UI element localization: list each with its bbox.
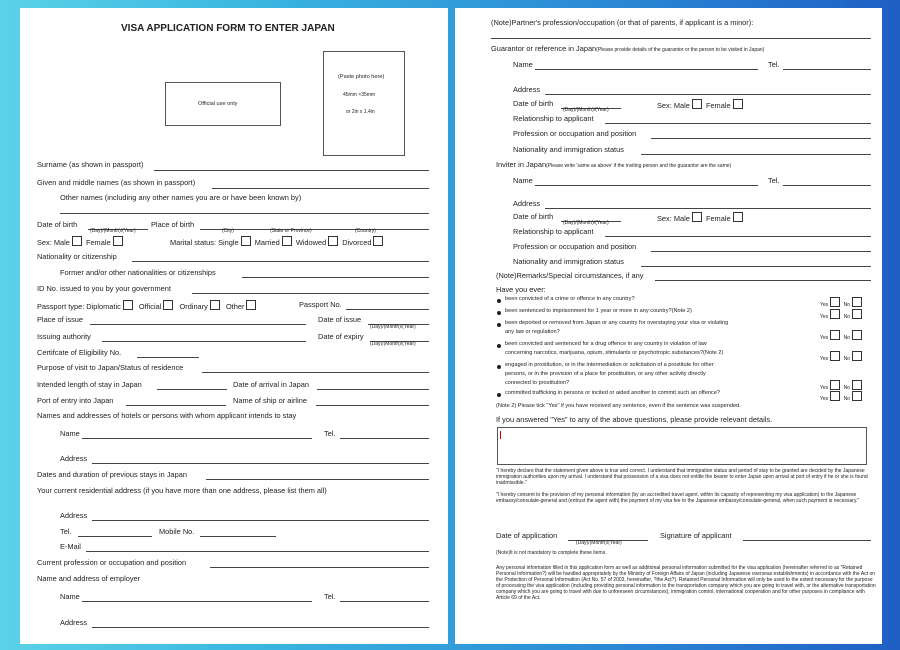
q3-text-1: been deported or removed from Japan or any country for overstaying your visa or violating bbox=[505, 320, 729, 326]
q4-bullet bbox=[497, 344, 501, 348]
issuing-authority-label: Issuing authority bbox=[37, 332, 91, 341]
date-issue-label: Date of issue bbox=[318, 315, 362, 324]
guarantor-relationship-field[interactable] bbox=[605, 123, 871, 124]
q3-no-checkbox[interactable] bbox=[852, 330, 862, 340]
passport-no-field[interactable] bbox=[346, 309, 429, 310]
guarantor-name-field[interactable] bbox=[535, 69, 758, 70]
nationality-field[interactable] bbox=[132, 261, 429, 262]
guarantor-male-checkbox[interactable] bbox=[692, 99, 702, 109]
q3-options bbox=[820, 330, 864, 341]
hotel-name-label: Name bbox=[60, 429, 80, 438]
guarantor-female-label: Female bbox=[705, 101, 731, 110]
q1-yes-label: Yes bbox=[820, 302, 829, 308]
residential-tel-field[interactable] bbox=[78, 536, 152, 537]
text-cursor bbox=[500, 431, 501, 439]
q2-options bbox=[820, 309, 864, 320]
inviter-dob-hint: (Day)/(Month)/(Year) bbox=[563, 220, 609, 226]
q1-text: been convicted of a crime or offence in any country? bbox=[505, 296, 635, 302]
official-checkbox[interactable] bbox=[163, 300, 173, 310]
date-application-label: Date of application bbox=[496, 531, 558, 540]
q6-yes-checkbox[interactable] bbox=[830, 391, 840, 401]
photo-label: (Paste photo here) bbox=[338, 74, 385, 80]
note-mandatory: (Note)It is not mandatory to complete these items. bbox=[496, 550, 607, 556]
hotel-name-field[interactable] bbox=[82, 438, 312, 439]
guarantor-note: (Please provide details of the guarantor or the person to be visited in Japan) bbox=[596, 47, 765, 53]
q2-no-label: No bbox=[843, 314, 850, 320]
place-issue-label: Place of issue bbox=[37, 315, 84, 324]
have-you-label: Have you ever: bbox=[496, 285, 546, 294]
former-nationality-label: Former and/or other nationalities or citizenships bbox=[60, 268, 216, 277]
passport-type-row bbox=[37, 300, 258, 311]
guarantor-profession-field[interactable] bbox=[651, 138, 871, 139]
q6-text: committed trafficking in persons or incited or aided another to commit such an offence? bbox=[505, 390, 720, 396]
purpose-field[interactable] bbox=[202, 372, 429, 373]
port-entry-label: Port of entry into Japan bbox=[37, 396, 114, 405]
note2-text: (Note 2) Please tick "Yes" if you have received any sentence, even if the sentence was suspended. bbox=[496, 403, 741, 409]
ship-airline-field[interactable] bbox=[316, 405, 429, 406]
inviter-nat-field[interactable] bbox=[641, 266, 871, 267]
q2-yes-label: Yes bbox=[820, 314, 829, 320]
hotels-label: Names and addresses of hotels or persons with whom applicant intends to stay bbox=[37, 411, 297, 420]
divorced-label: Divorced bbox=[342, 238, 372, 247]
male-checkbox[interactable] bbox=[72, 236, 82, 246]
inviter-relationship-field[interactable] bbox=[605, 236, 871, 237]
guarantor-sex-row bbox=[657, 99, 745, 110]
inviter-female-label: Female bbox=[705, 214, 731, 223]
photo-size-mm: 45mm ×35mm bbox=[343, 92, 376, 98]
inviter-note: (Please write 'same as above' if the inviting person and the guarantor are the same) bbox=[546, 163, 732, 169]
ordinary-checkbox[interactable] bbox=[210, 300, 220, 310]
female-checkbox[interactable] bbox=[113, 236, 123, 246]
hotel-tel-label: Tel. bbox=[324, 429, 336, 438]
id-no-field[interactable] bbox=[192, 293, 429, 294]
q1-yes-checkbox[interactable] bbox=[830, 297, 840, 307]
profession-field[interactable] bbox=[210, 567, 429, 568]
q6-no-checkbox[interactable] bbox=[852, 391, 862, 401]
q1-no-label: No bbox=[843, 302, 850, 308]
q2-yes-checkbox[interactable] bbox=[830, 309, 840, 319]
place-issue-field[interactable] bbox=[90, 324, 306, 325]
form-title: VISA APPLICATION FORM TO ENTER JAPAN bbox=[121, 23, 335, 34]
other-label: Other bbox=[225, 302, 245, 311]
marital-row bbox=[170, 236, 385, 247]
q2-no-checkbox[interactable] bbox=[852, 309, 862, 319]
q4-no-checkbox[interactable] bbox=[852, 351, 862, 361]
inviter-address-field[interactable] bbox=[545, 208, 871, 209]
length-stay-field[interactable] bbox=[157, 389, 227, 390]
hotel-tel-field[interactable] bbox=[340, 438, 429, 439]
q6-bullet bbox=[497, 393, 501, 397]
q3-bullet bbox=[497, 323, 501, 327]
form-page-1 bbox=[20, 8, 448, 644]
pob-state-hint: (State or Province) bbox=[270, 228, 312, 234]
ordinary-label: Ordinary bbox=[179, 302, 208, 311]
port-entry-field[interactable] bbox=[126, 405, 226, 406]
hotel-address-field[interactable] bbox=[92, 463, 429, 464]
inviter-profession-label: Profession or occupation and position bbox=[513, 242, 637, 251]
form-page-2 bbox=[455, 8, 882, 644]
inviter-tel-label: Tel. bbox=[768, 176, 780, 185]
employer-tel-label: Tel. bbox=[324, 592, 336, 601]
official-use-label: Official use only bbox=[198, 101, 238, 107]
divorced-checkbox[interactable] bbox=[373, 236, 383, 246]
q5-text-2: persons, or in the provision of a place for prostitution, or any other activity directly bbox=[505, 371, 706, 377]
pob-country-hint: (Country) bbox=[355, 228, 376, 234]
partner-label: (Note)Partner's profession/occupation (or that of parents, if applicant is a minor): bbox=[491, 18, 754, 27]
guarantor-label: Guarantor or reference in Japan bbox=[491, 44, 597, 53]
q4-yes-checkbox[interactable] bbox=[830, 351, 840, 361]
guarantor-section bbox=[491, 44, 764, 53]
cert-eligibility-label: Certifcate of Eligibility No. bbox=[37, 348, 122, 357]
guarantor-dob-label: Date of birth bbox=[513, 99, 554, 108]
q5-no-label: No bbox=[843, 385, 850, 391]
inviter-male-label: Sex: Male bbox=[657, 214, 690, 223]
sex-male-label: Sex: Male bbox=[37, 238, 70, 247]
mobile-label: Mobile No. bbox=[159, 527, 195, 536]
q3-yes-label: Yes bbox=[820, 335, 829, 341]
q5-bullet bbox=[497, 365, 501, 369]
declaration-1: "I hereby declare that the statement given above is true and correct. I understand that immigration status and period of stay to be granted are decided by the Japanese immigration authorities upon my arrival. I understand that possession of a visa does not entitle the bearer to enter Japan upon arrival at port of entry if he or she is found inadmissible." bbox=[496, 468, 868, 486]
guarantor-nat-field[interactable] bbox=[641, 154, 871, 155]
marital-label: Marital status: bbox=[170, 238, 217, 247]
married-label: Married bbox=[254, 238, 280, 247]
inviter-male-checkbox[interactable] bbox=[692, 212, 702, 222]
surname-label: Surname (as shown in passport) bbox=[37, 160, 144, 169]
photo-size-in: or 2in x 1.4in bbox=[346, 109, 375, 115]
issuing-authority-field[interactable] bbox=[102, 341, 306, 342]
dob-label: Date of birth bbox=[37, 220, 78, 229]
q3-no-label: No bbox=[843, 335, 850, 341]
prev-stays-field[interactable] bbox=[206, 479, 429, 480]
q5-text-3: connected to prostitution? bbox=[505, 380, 570, 386]
declaration-2: "I hereby consent to the provision of my personal information (by an accredited travel agent, within its capacity of representing my visa application) to the Japanese embassy/consulate-general and (entrust the agent with) the payment of my visa fee to the Japanese embassy/consulate-general, when such payment is necessary." bbox=[496, 492, 860, 504]
inviter-name-field[interactable] bbox=[535, 185, 758, 186]
inviter-nat-label: Nationality and immigration status bbox=[513, 257, 624, 266]
purpose-label: Purpose of visit to Japan/Status of residence bbox=[37, 363, 184, 372]
inviter-label: Inviter in Japan bbox=[496, 160, 547, 169]
sex-row bbox=[37, 236, 125, 247]
employer-name-label: Name bbox=[60, 592, 80, 601]
id-no-label: ID No. issued to you by your government bbox=[37, 284, 171, 293]
prev-stays-label: Dates and duration of previous stays in Japan bbox=[37, 470, 187, 479]
guarantor-address-field[interactable] bbox=[545, 94, 871, 95]
widowed-checkbox[interactable] bbox=[328, 236, 338, 246]
q4-text-1: been convicted and sentenced for a drug offence in any country in violation of law bbox=[505, 341, 707, 347]
guarantor-name-label: Name bbox=[513, 60, 533, 69]
employer-label: Name and address of employer bbox=[37, 574, 141, 583]
inviter-address-label: Address bbox=[513, 199, 541, 208]
q3-yes-checkbox[interactable] bbox=[830, 330, 840, 340]
other-names-field[interactable] bbox=[60, 213, 429, 214]
given-names-label: Given and middle names (as shown in passport) bbox=[37, 178, 196, 187]
q4-no-label: No bbox=[843, 356, 850, 362]
q1-options bbox=[820, 297, 864, 308]
q1-bullet bbox=[497, 299, 501, 303]
hotel-address-label: Address bbox=[60, 454, 88, 463]
residential-address-label: Address bbox=[60, 511, 88, 520]
length-stay-label: Intended length of stay in Japan bbox=[37, 380, 142, 389]
date-arrival-field[interactable] bbox=[317, 389, 429, 390]
pob-city-hint: (City) bbox=[222, 228, 234, 234]
profession-label: Current profession or occupation and position bbox=[37, 558, 187, 567]
employer-address-label: Address bbox=[60, 618, 88, 627]
inviter-sex-row bbox=[657, 212, 745, 223]
email-label: E-Mail bbox=[60, 542, 81, 551]
guarantor-relationship-label: Relationship to applicant bbox=[513, 114, 594, 123]
employer-tel-field[interactable] bbox=[340, 601, 429, 602]
other-names-label: Other names (including any other names you are or have been known by) bbox=[60, 193, 302, 202]
photo-box[interactable] bbox=[323, 51, 405, 156]
guarantor-nat-label: Nationality and immigration status bbox=[513, 145, 624, 154]
guarantor-tel-field[interactable] bbox=[783, 69, 871, 70]
guarantor-tel-label: Tel. bbox=[768, 60, 780, 69]
passport-no-label: Passport No. bbox=[299, 300, 342, 309]
q4-yes-label: Yes bbox=[820, 356, 829, 362]
residential-address-field[interactable] bbox=[92, 520, 429, 521]
q2-bullet bbox=[497, 311, 501, 315]
inviter-tel-field[interactable] bbox=[783, 185, 871, 186]
date-issue-hint: (Day)/(Month)/(Year) bbox=[370, 324, 416, 330]
date-expiry-hint: (Day)/(Month)/(Year) bbox=[370, 341, 416, 347]
official-label: Official bbox=[138, 302, 162, 311]
single-label: Single bbox=[218, 238, 239, 247]
signature-label: Signature of applicant bbox=[660, 531, 732, 540]
nationality-label: Nationality or citizenship bbox=[37, 252, 117, 261]
date-application-hint: (Day)/(Month)/(Year) bbox=[576, 540, 622, 546]
q2-text: been sentenced to imprisonment for 1 year or more in any country?(Note 2) bbox=[505, 308, 692, 314]
inviter-section bbox=[496, 160, 731, 169]
q6-yes-label: Yes bbox=[820, 396, 829, 402]
email-field[interactable] bbox=[86, 551, 429, 552]
widowed-label: Widowed bbox=[295, 238, 327, 247]
inviter-name-label: Name bbox=[513, 176, 533, 185]
q1-no-checkbox[interactable] bbox=[852, 297, 862, 307]
partner-field[interactable] bbox=[491, 38, 871, 39]
residential-tel-label: Tel. bbox=[60, 527, 72, 536]
guarantor-profession-label: Profession or occupation and position bbox=[513, 129, 637, 138]
pob-field[interactable] bbox=[200, 229, 429, 230]
q6-options bbox=[820, 391, 864, 402]
q3-text-2: any law or regulation? bbox=[505, 329, 560, 335]
single-checkbox[interactable] bbox=[241, 236, 251, 246]
dob-hint: (Day)/(Month)/(Year) bbox=[90, 228, 136, 234]
inviter-relationship-label: Relationship to applicant bbox=[513, 227, 594, 236]
guarantor-address-label: Address bbox=[513, 85, 541, 94]
date-expiry-label: Date of expiry bbox=[318, 332, 364, 341]
pob-label: Place of birth bbox=[151, 220, 195, 229]
other-checkbox[interactable] bbox=[246, 300, 256, 310]
guarantor-dob-hint: (Day)/(Month)/(Year) bbox=[563, 107, 609, 113]
employer-name-field[interactable] bbox=[82, 601, 312, 602]
date-arrival-label: Date of arrival in Japan bbox=[233, 380, 309, 389]
passport-type-label: Passport type: Diplomatic bbox=[37, 302, 121, 311]
diplomatic-checkbox[interactable] bbox=[123, 300, 133, 310]
q4-options bbox=[820, 351, 864, 362]
given-names-field[interactable] bbox=[212, 188, 429, 189]
q5-options bbox=[820, 380, 864, 391]
female-label: Female bbox=[85, 238, 111, 247]
q6-no-label: No bbox=[843, 396, 850, 402]
inviter-female-checkbox[interactable] bbox=[733, 212, 743, 222]
mobile-field[interactable] bbox=[200, 536, 276, 537]
remarks-label: (Note)Remarks/Special circumstances, if any bbox=[496, 271, 644, 280]
inviter-dob-label: Date of birth bbox=[513, 212, 554, 221]
surname-field[interactable] bbox=[154, 170, 429, 171]
q5-yes-label: Yes bbox=[820, 385, 829, 391]
q5-no-checkbox[interactable] bbox=[852, 380, 862, 390]
q4-text-2: concerning narcotics, marijuana, opium, stimulants or psychotropic substances?(Note 2) bbox=[505, 350, 724, 356]
former-nationality-field[interactable] bbox=[242, 277, 429, 278]
married-checkbox[interactable] bbox=[282, 236, 292, 246]
inviter-profession-field[interactable] bbox=[651, 251, 871, 252]
remarks-field[interactable] bbox=[655, 280, 871, 281]
guarantor-female-checkbox[interactable] bbox=[733, 99, 743, 109]
cert-eligibility-field[interactable] bbox=[137, 357, 199, 358]
q5-text-1: engaged in prostitution, or in the intermediation or solicitation of a prostitute for other bbox=[505, 362, 714, 368]
if-yes-label: If you answered "Yes" to any of the above questions, please provide relevant details. bbox=[496, 415, 773, 424]
details-textarea[interactable] bbox=[497, 427, 867, 465]
residential-label: Your current residential address (if you have more than one address, please list them all) bbox=[37, 486, 327, 495]
q5-yes-checkbox[interactable] bbox=[830, 380, 840, 390]
employer-address-field[interactable] bbox=[92, 627, 429, 628]
signature-field[interactable] bbox=[743, 540, 871, 541]
official-use-box bbox=[165, 82, 281, 126]
privacy-notice: Any personal information filled in this application form as well as additional personal information submitted for the visa application (hereinafter referred to as "Retained Personal Information?) will be handled appropriately by the Ministry of Foreign Affairs of Japan (including Japanese overseas establishments) in accordance with the Act on the Protection of Personal Information (Act No. 57 of 2003, hereinafter, ?the Act?). Retained Personal Information will only be used to the extent necessary for the purpose of processing the visa application (including providing personal information to the transportation company which you are going to travel with, or the alternative transportation company which you are going to travel with due to unforeseen circumstances), immigration control, international cooperation and for other purposes in compliance with Article 69 of the Act. bbox=[496, 565, 876, 601]
guarantor-male-label: Sex: Male bbox=[657, 101, 690, 110]
ship-airline-label: Name of ship or airline bbox=[233, 396, 307, 405]
